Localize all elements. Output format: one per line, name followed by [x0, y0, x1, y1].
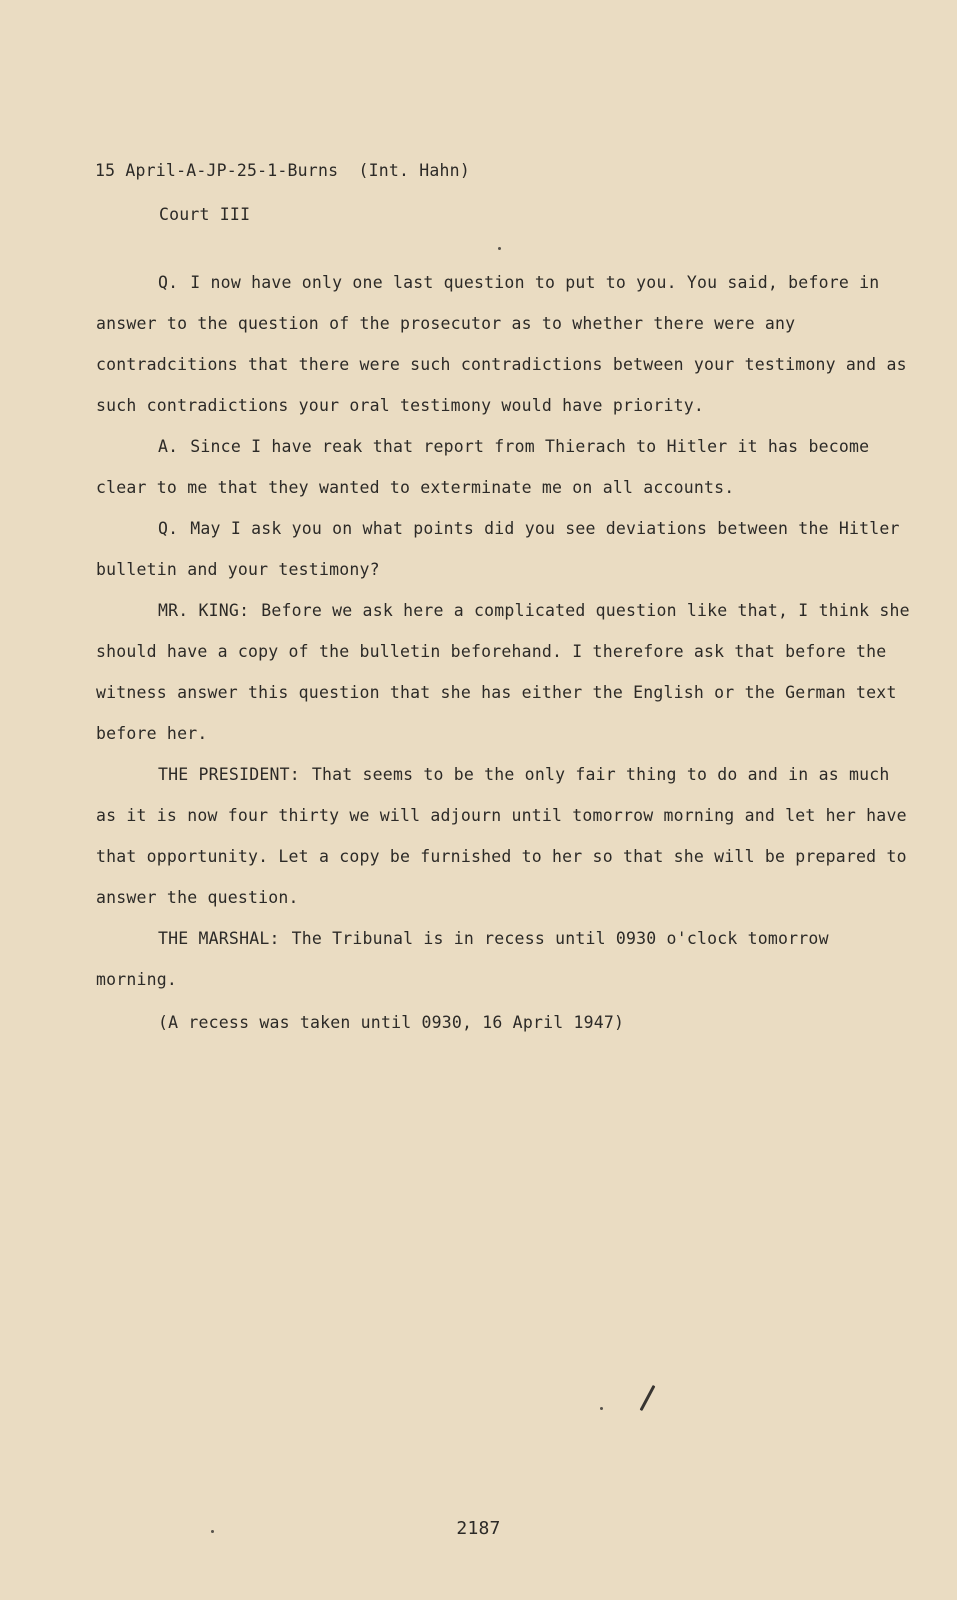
question-label: Q.: [158, 273, 179, 292]
paper-speck: [600, 1407, 603, 1410]
question-paragraph: [96, 508, 916, 590]
recess-note: (A recess was taken until 0930, 16 April 1947): [158, 1013, 625, 1032]
court-label: Court III: [159, 205, 251, 224]
speaker-text: The Tribunal is in recess until 0930 o'clock tomorrow morning.: [96, 929, 829, 989]
transcript-body: [96, 262, 916, 1043]
document-reference: 15 April-A-JP-25-1-Burns (Int. Hahn): [95, 161, 470, 180]
speaker-label: THE MARSHAL:: [158, 929, 280, 948]
question-text: I now have only one last question to put to you. You said, before in answer to the question of the prosecutor as to whether there were any contradcitions that there were such contradictions between your testimony and as such contradictions your oral testimony would have priority.: [96, 273, 907, 415]
mr-king-paragraph: [96, 590, 916, 754]
answer-paragraph: [96, 426, 916, 508]
speaker-label: MR. KING:: [158, 601, 250, 620]
answer-label: A.: [158, 437, 179, 456]
speaker-text: Before we ask here a complicated question like that, I think she should have a copy of the bulletin beforehand. I therefore ask that before the witness answer this question that she has either the English or the German text before her.: [96, 601, 910, 743]
question-label: Q.: [158, 519, 179, 538]
president-paragraph: [96, 754, 916, 918]
question-paragraph: [96, 262, 916, 426]
marshal-paragraph: [96, 918, 916, 1000]
speaker-text: That seems to be the only fair thing to do and in as much as it is now four thirty we will adjourn until tomorrow morning and let her have that opportunity. Let a copy be furnished to her so that she will be prepared to answer the question.: [96, 765, 907, 907]
paper-speck: [498, 247, 501, 250]
question-text: May I ask you on what points did you see deviations between the Hitler bulletin and your testimony?: [96, 519, 900, 579]
page-number: 2187: [456, 1518, 501, 1539]
handwritten-mark: [640, 1385, 656, 1411]
answer-text: Since I have reak that report from Thierach to Hitler it has become clear to me that they wanted to exterminate me on all accounts.: [96, 437, 870, 497]
speaker-label: THE PRESIDENT:: [158, 765, 300, 784]
